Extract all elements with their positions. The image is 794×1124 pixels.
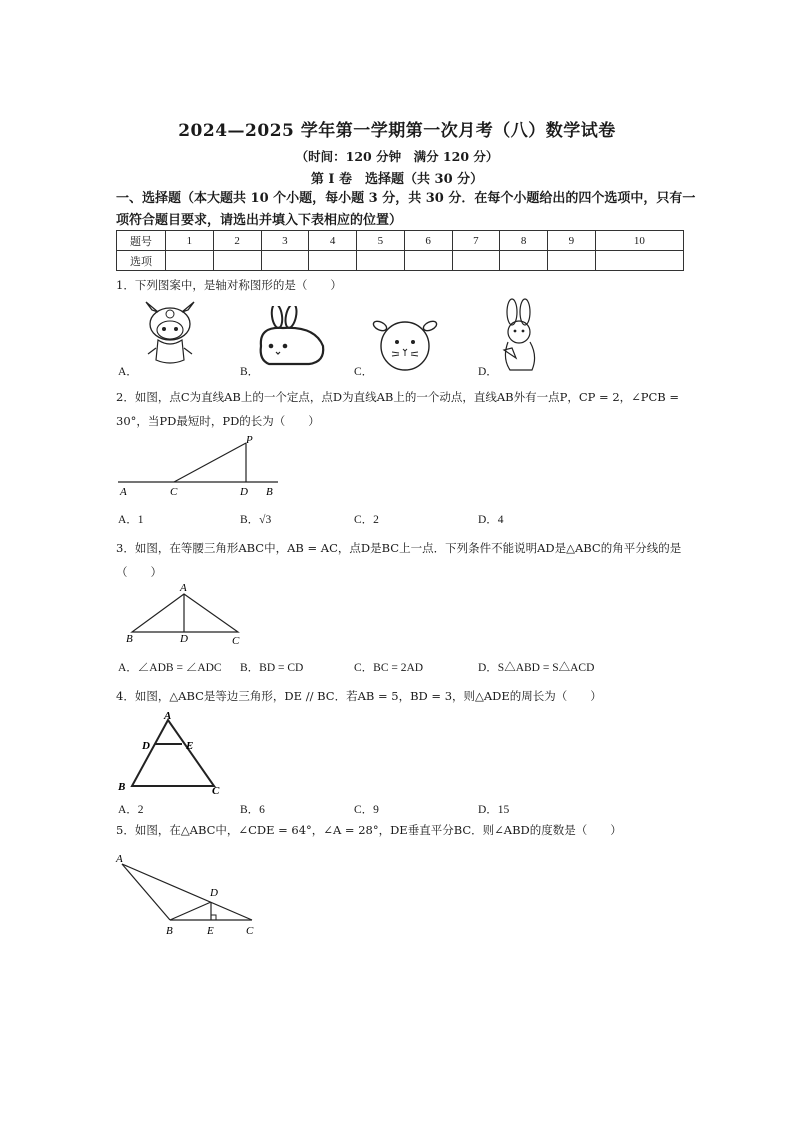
question-2-figure bbox=[116, 433, 286, 501]
table-cell: 7 bbox=[452, 231, 500, 251]
exam-subtitle: （时间：120 分钟 满分 120 分） bbox=[295, 149, 499, 164]
option-d[interactable]: D．S△ABD = S△ACD bbox=[478, 662, 595, 674]
question-5-figure bbox=[112, 850, 272, 940]
section-heading: 第 I 卷 选择题（共 30 分） bbox=[310, 172, 484, 187]
point-label: C bbox=[232, 635, 240, 647]
table-cell: 10 bbox=[595, 231, 683, 251]
option-b[interactable]: B．√3 bbox=[240, 514, 272, 526]
rabbit-lying-figure bbox=[255, 306, 329, 370]
question-2-stem: 2．如图，点C为直线AB上的一个定点，点D为直线AB上的一个动点，直线AB外有一点P，CP = 2，∠PCB = 30°，当PD最短时，PD的长为（ ） bbox=[116, 390, 680, 428]
point-label: A bbox=[164, 710, 172, 722]
answer-cell[interactable] bbox=[309, 251, 357, 271]
table-cell: 2 bbox=[213, 231, 261, 251]
point-label: A bbox=[180, 582, 187, 594]
table-header-cell: 选项 bbox=[117, 251, 166, 271]
rabbit-carrot-figure bbox=[492, 298, 548, 376]
answer-table bbox=[116, 230, 684, 271]
option-c[interactable]: C． bbox=[354, 366, 374, 378]
question-3-figure bbox=[120, 582, 250, 648]
table-cell: 5 bbox=[357, 231, 405, 251]
question-3-stem: 3．如图，在等腰三角形ABC中，AB = AC，点D是BC上一点．下列条件不能说明AD是△ABC的角平分线的是（ ） bbox=[116, 541, 682, 579]
question-1-stem: 1．下列图案中，是轴对称图形的是（ ） bbox=[116, 278, 342, 292]
option-b[interactable]: B．6 bbox=[240, 804, 265, 816]
answer-cell[interactable] bbox=[452, 251, 500, 271]
option-a[interactable]: A．1 bbox=[118, 514, 144, 526]
answer-cell[interactable] bbox=[548, 251, 596, 271]
point-label: P bbox=[246, 434, 253, 446]
point-label: D bbox=[240, 486, 248, 498]
table-row bbox=[117, 251, 684, 271]
table-cell: 8 bbox=[500, 231, 548, 251]
option-a[interactable]: A．∠ADB = ∠ADC bbox=[118, 662, 222, 674]
table-row bbox=[117, 231, 684, 251]
answer-cell[interactable] bbox=[261, 251, 309, 271]
point-label: B bbox=[166, 925, 173, 937]
option-d[interactable]: D．4 bbox=[478, 514, 504, 526]
option-b[interactable]: B．BD = CD bbox=[240, 662, 304, 674]
option-a[interactable]: A． bbox=[118, 366, 138, 378]
answer-cell[interactable] bbox=[213, 251, 261, 271]
option-a[interactable]: A．2 bbox=[118, 804, 144, 816]
option-d[interactable]: D．15 bbox=[478, 804, 510, 816]
option-d[interactable]: D． bbox=[478, 366, 498, 378]
option-c[interactable]: C．BC = 2AD bbox=[354, 662, 424, 674]
answer-cell[interactable] bbox=[166, 251, 214, 271]
answer-cell[interactable] bbox=[404, 251, 452, 271]
question-4-stem: 4．如图，△ABC是等边三角形，DE // BC．若AB = 5，BD = 3，则△ADE的周长为（ ） bbox=[116, 689, 602, 703]
table-cell: 1 bbox=[166, 231, 214, 251]
point-label: A bbox=[120, 486, 127, 498]
answer-cell[interactable] bbox=[595, 251, 683, 271]
kuromi-figure bbox=[140, 300, 200, 372]
point-label: C bbox=[170, 486, 178, 498]
point-label: D bbox=[180, 633, 188, 645]
exam-title: 2024—2025 学年第一学期第一次月考（八）数学试卷 bbox=[178, 121, 616, 141]
table-cell: 3 bbox=[261, 231, 309, 251]
point-label: B bbox=[118, 781, 126, 793]
point-label: B bbox=[266, 486, 273, 498]
point-label: E bbox=[186, 740, 194, 752]
point-label: E bbox=[207, 925, 214, 937]
table-cell: 9 bbox=[548, 231, 596, 251]
option-c[interactable]: C．2 bbox=[354, 514, 379, 526]
point-label: C bbox=[212, 785, 220, 797]
rabbit-face-figure bbox=[368, 312, 442, 374]
part-instructions: 一、选择题（本大题共 10 个小题，每小题 3 分，共 30 分．在每个小题给出的四个选项中，只有一项符合题目要求，请选出并填入下表相应的位置） bbox=[116, 191, 696, 228]
point-label: B bbox=[126, 633, 133, 645]
option-c[interactable]: C．9 bbox=[354, 804, 379, 816]
option-b[interactable]: B． bbox=[240, 366, 260, 378]
table-header-cell: 题号 bbox=[117, 231, 166, 251]
table-cell: 4 bbox=[309, 231, 357, 251]
point-label: D bbox=[210, 887, 218, 899]
answer-cell[interactable] bbox=[500, 251, 548, 271]
point-label: A bbox=[116, 853, 123, 865]
question-5-stem: 5．如图，在△ABC中，∠CDE = 64°，∠A = 28°，DE垂直平分BC．则∠ABD的度数是（ ） bbox=[116, 823, 622, 837]
answer-cell[interactable] bbox=[357, 251, 405, 271]
table-cell: 6 bbox=[404, 231, 452, 251]
question-4-figure bbox=[116, 708, 226, 798]
point-label: D bbox=[142, 740, 150, 752]
point-label: C bbox=[246, 925, 254, 937]
